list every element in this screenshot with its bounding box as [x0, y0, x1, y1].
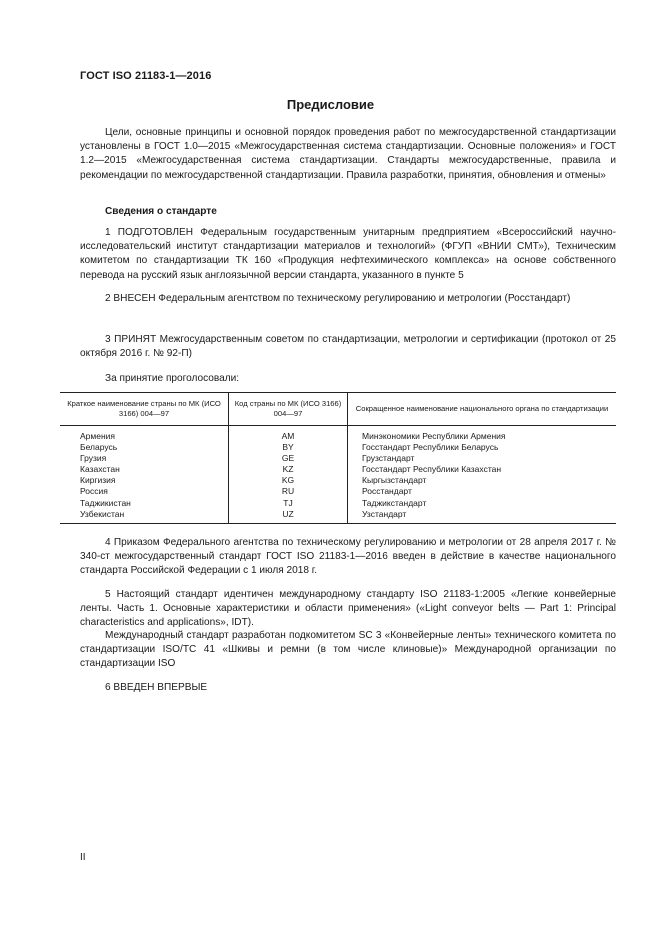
table-row [60, 426, 616, 443]
country-code: BY [229, 442, 348, 453]
standards-body: Росстандарт [348, 486, 617, 497]
table-row [60, 486, 616, 497]
country-code: RU [229, 486, 348, 497]
standards-body: Минэкономики Республики Армения [348, 426, 617, 443]
table-row [60, 498, 616, 509]
table-row [60, 464, 616, 475]
item-3-paragraph: 3 ПРИНЯТ Межгосударственным советом по стандартизации, метрологии и сертификации (протокол от 25 октября 2016 г. № 92-П) [80, 334, 616, 360]
country-name: Россия [80, 486, 108, 497]
standards-body: Грузстандарт [348, 453, 617, 464]
item-2-paragraph: 2 ВНЕСЕН Федеральным агентством по техническому регулированию и метрологии (Росстандарт) [105, 293, 571, 304]
table-header-row [60, 393, 616, 426]
country-code: GE [229, 453, 348, 464]
table-row [60, 442, 616, 453]
countries-table [60, 392, 616, 524]
table-header-body: Сокращенное наименование национального органа по стандартизации [348, 393, 617, 426]
section-title: Предисловие [286, 97, 375, 112]
item-5-paragraph: 5 Настоящий стандарт идентичен международному стандарту ISO 21183-1:2005 «Легкие конвейерные ленты. Часть 1. Основные характеристики и области применения» («Light conveyor belts — Part 1: Principal characteristics and applications», IDT). [80, 589, 616, 629]
table-row [60, 475, 616, 486]
document-code: ГОСТ ISO 21183-1—2016 [80, 70, 212, 82]
intro-paragraph: Цели, основные принципы и основной порядок проведения работ по межгосударственной стандартизации установлены в ГОСТ 1.0—2015 «Межгосударственная система стандартизации. Основные положения» и ГОСТ 1.2—2015 «Межгосударственная система стандартизации. Стандарты межгосударственные, правила и рекомендации по межгосударственной стандартизации. Правила разработки, принятия, обновления и отмены» [80, 127, 616, 181]
country-name: Грузия [80, 453, 107, 464]
country-code: TJ [229, 498, 348, 509]
page-number: II [80, 852, 86, 863]
table-header-code: Код страны по МК (ИСО 3166) 004—97 [229, 393, 348, 426]
item-6-paragraph: 6 ВВЕДЕН ВПЕРВЫЕ [105, 682, 208, 693]
country-code: KZ [229, 464, 348, 475]
country-name: Беларусь [80, 442, 118, 453]
country-code: KG [229, 475, 348, 486]
country-name: Узбекистан [60, 509, 229, 524]
country-code: AM [229, 426, 348, 443]
vote-label: За принятие проголосовали: [105, 373, 240, 384]
standards-body: Госстандарт Республики Беларусь [348, 442, 617, 453]
info-heading: Сведения о стандарте [105, 206, 217, 217]
table-row [60, 453, 616, 464]
country-name: Киргизия [80, 475, 116, 486]
item-1-paragraph: 1 ПОДГОТОВЛЕН Федеральным государственным унитарным предприятием «Всероссийский научно-исследовательский институт стандартизации материалов и технологий» (ФГУП «ВНИИ СМТ»), Техническим комитетом по стандартизации ТК 160 «Продукция нефтехимического комплекса» на основе собственного перевода на русский язык англоязычной версии стандарта, указанного в пункте 5 [80, 227, 616, 281]
item-4-paragraph: 4 Приказом Федерального агентства по техническому регулированию и метрологии от 28 апреля 2017 г. № 340-ст межгосударственный стандарт ГОСТ ISO 21183-1—2016 введен в действие в качестве национального стандарта Российской Федерации с 1 июля 2018 г. [80, 537, 616, 577]
standards-body: Кыргызстандарт [348, 475, 617, 486]
table-header-country: Краткое наименование страны по МК (ИСО 3166) 004—97 [60, 393, 229, 426]
item-5-committee-paragraph: Международный стандарт разработан подкомитетом SC 3 «Конвейерные ленты» технического комитета по стандартизации ISO/TC 41 «Шкивы и ремни (в том числе клиновые)» Международной организации по стандартизации ISO [80, 630, 616, 670]
country-name: Казахстан [80, 464, 120, 475]
table-row [60, 509, 616, 524]
country-name: Таджикистан [80, 497, 131, 508]
standards-body: Узстандарт [348, 509, 617, 524]
standards-body: Таджикстандарт [348, 498, 617, 509]
country-name: Армения [80, 431, 116, 441]
standards-body: Госстандарт Республики Казахстан [348, 464, 617, 475]
country-code: UZ [229, 509, 348, 524]
